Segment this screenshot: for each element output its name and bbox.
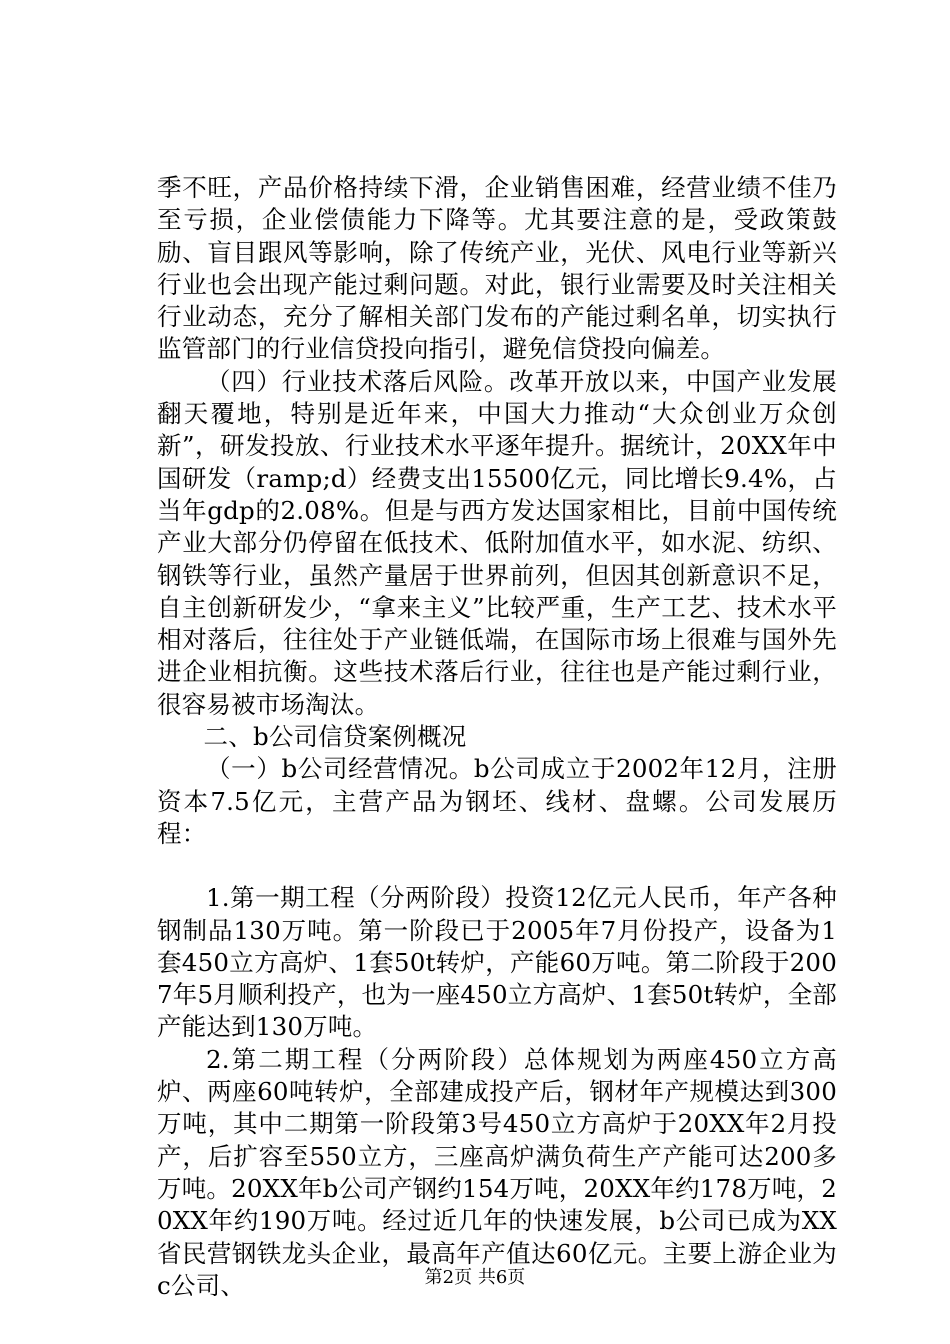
paragraph-phase-two: 2.第二期工程（分两阶段）总体规划为两座450立方高炉、两座60吨转炉，全部建成投产后，钢材年产规模达到300万吨，其中二期第一阶段第3号450立方高炉于20XX年2月投产，后扩容至550立方，三座高炉满负荷生产产能可达200多万吨。20XX年b公司产钢约154万吨，20XX年约178万吨，20XX年约190万吨。经过近几年的快速发展，b公司已成为XX省民营钢铁龙头企业，最高年产值达60亿元。主要上游企业为c公司、 [157, 1044, 838, 1300]
paragraph-company-operations: （一）b公司经营情况。b公司成立于2002年12月，注册资本7.5亿元，主营产品为钢坯、线材、盘螺。公司发展历程： [157, 754, 837, 848]
blank-line [157, 850, 837, 882]
document-body [157, 172, 837, 1302]
section-heading-case-overview: 二、b公司信贷案例概况 [203, 722, 467, 752]
paragraph-phase-one: 1.第一期工程（分两阶段）投资12亿元人民币，年产各种钢制品130万吨。第一阶段已于2005年7月份投产，设备为1套450立方高炉、1套50t转炉，产能60万吨。第二阶段于2007年5月顺利投产，也为一座450立方高炉、1套50t转炉，全部产能达到130万吨。 [157, 883, 837, 1042]
paragraph-overcapacity-continued: 季不旺，产品价格持续下滑，企业销售困难，经营业绩不佳乃至亏损，企业偿债能力下降等。尤其要注意的是，受政策鼓励、盲目跟风等影响，除了传统产业，光伏、风电行业等新兴行业也会出现产能过剩问题。对此，银行业需要及时关注相关行业动态，充分了解相关部门发布的产能过剩名单，切实执行监管部门的行业信贷投向指引，避免信贷投向偏差。 [157, 173, 837, 364]
page-number-footer: 第2页 共6页 [424, 1267, 526, 1288]
paragraph-tech-lag-risk: （四）行业技术落后风险。改革开放以来，中国产业发展翻天覆地，特别是近年来，中国大力推动“大众创业万众创新”，研发投放、行业技术水平逐年提升。据统计，20XX年中国研发（ramp;d）经费支出15500亿元，同比增长9.4%，占当年gdp的2.08%。但是与西方发达国家相比，目前中国传统产业大部分仍停留在低技术、低附加值水平，如水泥、纺织、钢铁等行业，虽然产量居于世界前列，但因其创新意识不足，自主创新研发少，“拿来主义”比较严重，生产工艺、技术水平相对落后，往往处于产业链低端，在国际市场上很难与国外先进企业相抗衡。这些技术落后行业，往往也是产能过剩行业，很容易被市场淘汰。 [157, 366, 837, 719]
